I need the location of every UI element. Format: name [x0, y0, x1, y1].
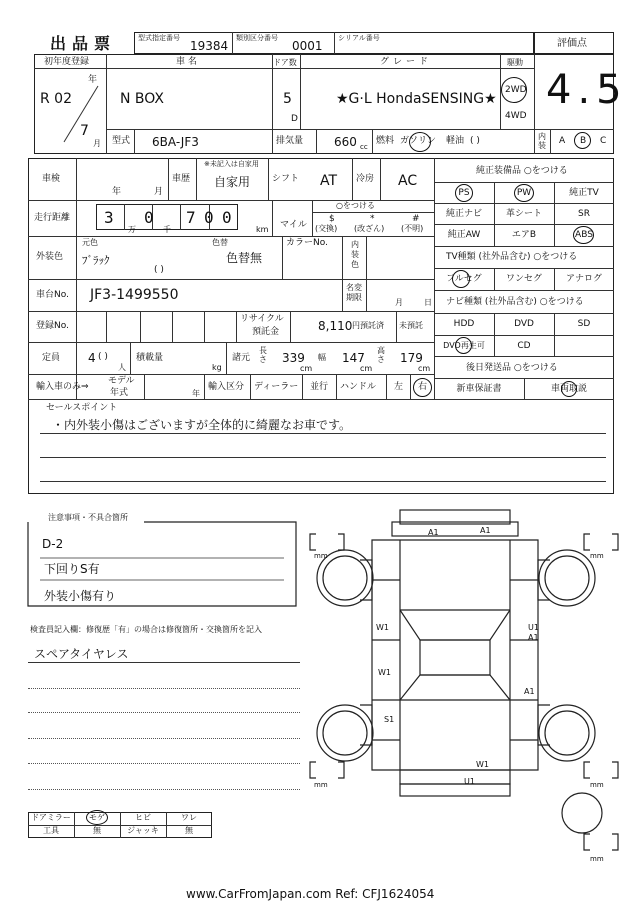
door-count: 5 — [283, 91, 292, 107]
opt-ps: PS — [458, 188, 470, 198]
rekishi-label: 車歴 — [172, 174, 191, 184]
shaken-label: 車検 — [42, 174, 61, 184]
katashiki-value: 19384 — [190, 39, 229, 53]
mirror-circle — [86, 810, 108, 825]
naisou-circle — [574, 132, 591, 149]
fuel-paren: ( ) — [470, 136, 480, 146]
opt-sr: SR — [578, 209, 590, 219]
navi-dvd: DVD — [514, 319, 534, 329]
motoiro-label: 元色 — [82, 238, 98, 247]
opt-abs: ABS — [575, 230, 593, 240]
length-cm: cm — [300, 364, 313, 373]
tv-fullseg: フルセグ — [446, 274, 482, 284]
mm-fl: mm — [314, 552, 328, 560]
tv-oneseg: ワンセグ — [505, 274, 542, 284]
sheet-title: 出品票 — [50, 34, 117, 53]
note-line-3: 外装小傷有り — [44, 589, 117, 603]
nenshiki-label: 年式 — [110, 388, 129, 398]
hyoka-label: 評価点 — [557, 38, 587, 49]
chassis-value: JF3-1499550 — [90, 287, 179, 303]
handle-label: ハンドル — [340, 382, 377, 392]
score-value: 4.5 — [546, 67, 628, 113]
grade-b: B — [580, 136, 587, 146]
note-line-1: D-2 — [42, 537, 64, 551]
motoiro-value: ﾌﾞﾗｯｸ — [82, 254, 110, 267]
mirror-r2: ジャッキ — [127, 826, 159, 835]
atohasso-warranty: 新車保証書 — [456, 384, 502, 394]
tv-circle — [452, 270, 470, 288]
door-label: ドア数 — [273, 58, 297, 67]
mark-w1-rear: W1 — [476, 760, 489, 769]
nin-unit: 人 — [118, 363, 126, 372]
recycle-label: リサイクル — [240, 314, 284, 324]
opt-airbag: エアB — [511, 230, 537, 240]
height-cm: cm — [418, 364, 431, 373]
atohasso-title: 後日発送品 ○をつける — [466, 363, 558, 373]
irogae-value: 色替無 — [226, 251, 263, 265]
mileage-d4: 0 — [204, 208, 214, 227]
haiki-label: 排気量 — [276, 136, 304, 146]
teiin-value: 4 — [88, 351, 96, 365]
keiyu-label: 軽油 — [446, 136, 465, 146]
mirror-h0: ドアミラー — [31, 813, 71, 822]
sen-unit: 千 — [163, 225, 171, 234]
handle-circle — [413, 378, 432, 397]
mirror-h3: ワレ — [181, 813, 197, 822]
mark-title: ○をつける — [336, 201, 375, 210]
opt-leather: 革シート — [505, 209, 542, 219]
nenryo-label: 燃料 — [376, 136, 395, 146]
mile-label: マイル — [280, 220, 307, 230]
month-value: 7 — [80, 123, 89, 139]
navi-cd: CD — [517, 341, 531, 351]
shaken-tsuki: 月 — [154, 187, 164, 197]
sekisai-label: 積載量 — [136, 353, 164, 363]
color-label: 外装色 — [36, 252, 64, 262]
irogae-label: 色替 — [212, 238, 228, 247]
shift-value: AT — [320, 173, 338, 189]
atohasso-manual: 車両取説 — [550, 384, 587, 394]
katashiki2-label: 型式 — [112, 136, 131, 146]
grade-label: グレード — [380, 57, 433, 67]
km-unit: km — [256, 225, 269, 234]
kudo-label: 駆動 — [507, 58, 523, 67]
length-value: 339 — [282, 351, 305, 365]
fuel-value: ガソリン — [400, 136, 437, 146]
man-unit: 万 — [128, 225, 136, 234]
rekishi-note: ※未記入は自家用 — [204, 160, 259, 168]
drive-4wd: 4WD — [505, 111, 527, 121]
haba-label: 幅 — [318, 353, 326, 362]
car-damage-diagram — [300, 500, 630, 870]
navi-hdd: HDD — [453, 319, 475, 329]
mileage-d2: 0 — [144, 208, 154, 227]
chassis-label: 車台No. — [36, 290, 69, 300]
mm-fr: mm — [590, 552, 604, 560]
tsuki-mark: 月 — [93, 139, 101, 148]
height-value: 179 — [400, 351, 423, 365]
opt-aw: 純正AW — [447, 230, 481, 240]
sym-star: * — [370, 214, 375, 224]
aircon-value: AC — [398, 173, 418, 189]
mark-w1-left: W1 — [378, 668, 391, 677]
mark-w1-left-front: W1 — [376, 623, 389, 632]
mm-rr: mm — [590, 781, 604, 789]
mark-s1-left-rear: S1 — [384, 715, 395, 724]
heikou-opt: 並行 — [310, 382, 329, 392]
note-line-2: 下回りS有 — [44, 562, 100, 576]
sym-hash: # — [412, 214, 420, 224]
recycle-unit: 円預託済 — [352, 321, 384, 330]
shift-label: シフト — [272, 174, 300, 184]
navi-circle — [455, 337, 472, 354]
sym-dollar: $ — [329, 214, 335, 224]
mirror-r3: 無 — [185, 826, 193, 835]
width-value: 147 — [342, 351, 365, 365]
width-cm: cm — [360, 364, 373, 373]
naga-label: 長さ — [259, 346, 267, 364]
katashiki-label: 型式指定番号 — [138, 34, 180, 42]
mm-spare: mm — [590, 855, 604, 863]
mileage-label: 走行距離 — [34, 213, 71, 223]
mirror-h2: ヒビ — [135, 813, 151, 822]
drive-2wd: 2WD — [505, 85, 527, 95]
reibo-label: 冷房 — [356, 174, 375, 184]
irogae-paren: ( ) — [154, 265, 164, 275]
manual-circle — [561, 381, 577, 397]
nen-mark: 年 — [88, 75, 98, 85]
mirror-r0: 工具 — [43, 826, 59, 835]
meigi-hi: 日 — [424, 298, 432, 307]
opt-pw-circle — [514, 184, 534, 202]
navi-title: ナビ種類 (社外品含む) ○をつける — [446, 297, 584, 307]
options-title: 純正装備品 ○をつける — [476, 166, 568, 176]
meigi-tsuki: 月 — [395, 298, 403, 307]
recycle-amount: 8,110 — [318, 319, 353, 333]
model-code: 6BA-JF3 — [152, 135, 199, 149]
colorno-label: カラーNo. — [286, 238, 328, 248]
taka-label: 高さ — [377, 346, 385, 364]
opt-abs-circle — [573, 226, 594, 244]
kubun-label: 輸入区分 — [208, 382, 245, 392]
fumei: (不明) — [401, 224, 424, 233]
mark-a1-right-rear: A1 — [524, 687, 535, 696]
rekishi-value: 自家用 — [214, 175, 251, 189]
toroku-label: 登録No. — [36, 321, 69, 331]
handle-left: 左 — [394, 382, 404, 392]
navi-sd: SD — [577, 319, 591, 329]
displacement: 660 — [334, 135, 357, 149]
meigi-label: 名変期限 — [346, 283, 362, 302]
model-label: モデル — [108, 376, 135, 386]
notes-label: 注意事項・不具合箇所 — [48, 513, 128, 522]
footer-ref: www.CarFromJapan.com Ref: CFJ1624054 — [186, 887, 435, 901]
ruibetsu-value: 0001 — [292, 39, 323, 53]
shogen-label: 諸元 — [232, 353, 251, 363]
mirror-h1: モゲ — [89, 813, 105, 822]
mileage-d3: 7 — [186, 208, 196, 227]
cc-unit: cc — [360, 143, 368, 151]
dealer-opt: ディーラー — [254, 382, 299, 392]
mark-a1-front-l: A1 — [428, 528, 439, 537]
handle-right: 右 — [418, 382, 428, 392]
opt-navi: 純正ナビ — [445, 209, 482, 219]
inspector-label: 検査員記入欄：修復歴「有」の場合は修復箇所・交換箇所を記入 — [30, 625, 262, 634]
shamei-label: 車 名 — [176, 57, 197, 67]
opt-pw: PW — [516, 188, 532, 198]
drive-circle — [501, 77, 527, 103]
mark-a1-front-r: A1 — [480, 526, 491, 535]
sales-label: セールスポイント — [46, 403, 118, 413]
import-nen: 年 — [192, 389, 200, 398]
era-value: R 02 — [40, 91, 72, 107]
mileage-d5: 0 — [222, 208, 232, 227]
opt-tv: 純正TV — [569, 188, 599, 198]
sales-text: ・内外装小傷はございますが全体的に綺麗なお車です。 — [52, 418, 352, 432]
naisou-label: 内装 — [538, 132, 546, 150]
serial-label: シリアル番号 — [338, 34, 380, 42]
tv-title: TV種類 (社外品含む) ○をつける — [446, 252, 578, 262]
mileage-d1: 3 — [104, 208, 114, 227]
grade-value: ★G·L HondaSENSING★ — [336, 91, 497, 107]
fuel-circle — [409, 132, 431, 152]
recycle-label2: 預託金 — [252, 327, 280, 337]
mark-a1-right: A1 — [528, 633, 539, 642]
tv-analog: アナログ — [565, 274, 602, 284]
ruibetsu-label: 類別区分番号 — [236, 34, 278, 42]
mark-u1-rear: U1 — [464, 777, 475, 786]
teiin-paren: ( ) — [98, 352, 108, 362]
car-name: N BOX — [120, 91, 164, 107]
import-label: 輸入車のみ⇒ — [36, 382, 89, 392]
kaizan: (改ざん) — [354, 224, 385, 233]
shodo-label: 初年度登録 — [44, 57, 90, 67]
mm-rl: mm — [314, 781, 328, 789]
mark-u1-right: U1 — [528, 623, 539, 632]
kg-unit: kg — [212, 363, 222, 372]
grade-c: C — [600, 136, 607, 146]
koukan: (交換) — [315, 224, 338, 233]
opt-ps-circle — [455, 184, 473, 202]
mirror-r1: 無 — [93, 826, 101, 835]
shaken-nen: 年 — [112, 187, 122, 197]
grade-a: A — [559, 136, 566, 146]
naisouiro-label: 内装色 — [351, 240, 359, 269]
inspector-text: スペアタイヤレス — [34, 647, 129, 661]
door-d: D — [291, 114, 298, 124]
navi-dvdplay: DVD再生可 — [443, 341, 485, 350]
miyotaku: 未預託 — [399, 321, 423, 330]
teiin-label: 定員 — [42, 353, 61, 363]
